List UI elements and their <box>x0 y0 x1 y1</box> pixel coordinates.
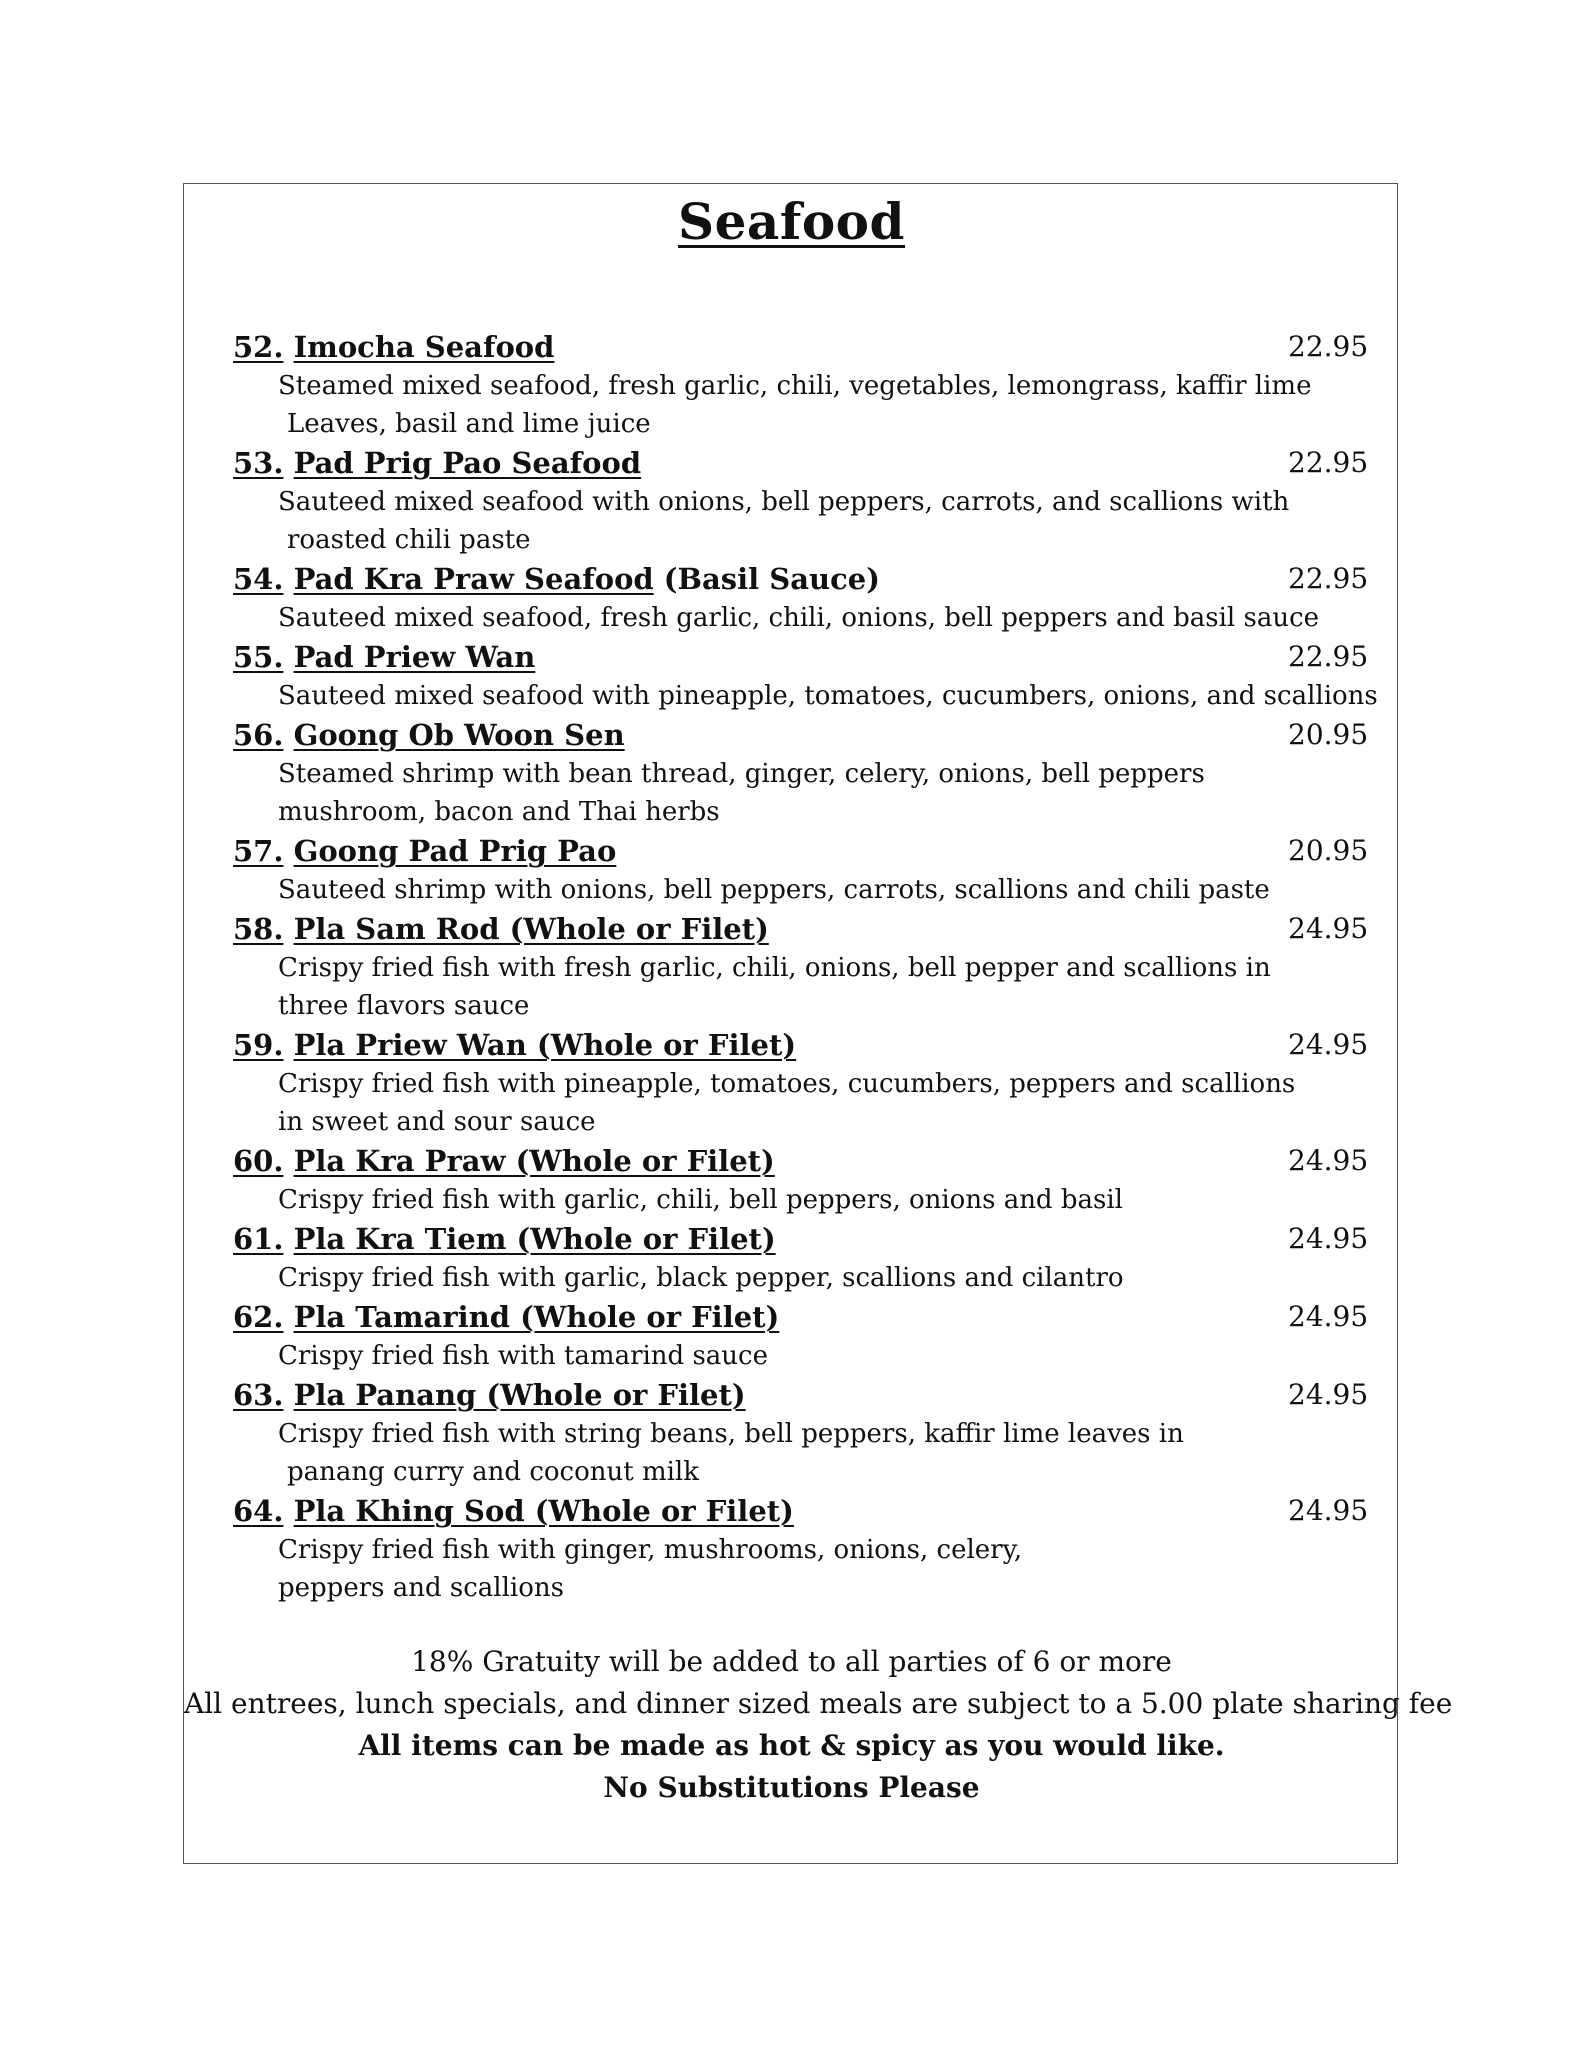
menu-item <box>233 715 1373 831</box>
substitutions-notice: No Substitutions Please <box>603 1771 980 1804</box>
item-name: Pla Priew Wan (Whole or Filet) <box>293 1028 797 1062</box>
item-header <box>233 909 1373 949</box>
menu-item <box>233 831 1373 909</box>
menu-item <box>233 1025 1373 1141</box>
item-description <box>233 1415 1373 1491</box>
item-description <box>233 1531 1373 1607</box>
item-price: 22.95 <box>1288 640 1369 673</box>
menu-item <box>233 1141 1373 1219</box>
item-header <box>233 637 1373 677</box>
menu-items <box>233 327 1378 1607</box>
item-price: 20.95 <box>1288 718 1369 751</box>
item-description-line1: Crispy fried fish with string beans, bell peppers, kaffir lime leaves in <box>278 1419 1184 1449</box>
item-description <box>233 677 1378 715</box>
item-description-line1: Crispy fried fish with ginger, mushrooms, onions, celery, <box>278 1535 1023 1565</box>
item-header <box>233 1297 1373 1337</box>
item-name: Pla Panang (Whole or Filet) <box>293 1378 746 1412</box>
menu-item <box>233 637 1378 715</box>
item-price: 22.95 <box>1288 562 1369 595</box>
item-description-line1: Steamed shrimp with bean thread, ginger, celery, onions, bell peppers <box>278 759 1205 789</box>
item-number: 53. <box>233 446 284 480</box>
item-price: 24.95 <box>1288 1144 1369 1177</box>
item-price: 24.95 <box>1288 1300 1369 1333</box>
item-price: 24.95 <box>1288 1222 1369 1255</box>
item-description <box>233 1065 1373 1141</box>
menu-item <box>233 327 1373 443</box>
item-description-line1: Crispy fried fish with garlic, black pepper, scallions and cilantro <box>278 1263 1124 1293</box>
menu-item <box>233 1375 1373 1491</box>
item-number: 52. <box>233 330 284 364</box>
item-description-line1: Sauteed mixed seafood with pineapple, tomatoes, cucumbers, onions, and scallions <box>278 681 1378 711</box>
item-header <box>233 715 1373 755</box>
item-description <box>233 599 1373 637</box>
item-number: 54. <box>233 562 284 596</box>
item-price: 24.95 <box>1288 912 1369 945</box>
item-name: Pla Khing Sod (Whole or Filet) <box>293 1494 794 1528</box>
item-description-line2: panang curry and coconut milk <box>287 1457 699 1487</box>
menu-item <box>233 559 1373 637</box>
page-title: Seafood <box>678 192 905 251</box>
item-header <box>233 831 1373 871</box>
menu-item <box>233 1219 1373 1297</box>
item-price: 22.95 <box>1288 446 1369 479</box>
item-description-line1: Crispy fried fish with tamarind sauce <box>278 1341 769 1371</box>
item-name: Goong Pad Prig Pao <box>293 834 617 868</box>
menu-item <box>233 1297 1373 1375</box>
item-name: Goong Ob Woon Sen <box>293 718 625 752</box>
item-description-line2: three flavors sauce <box>278 991 530 1021</box>
item-name: Pla Kra Tiem (Whole or Filet) <box>293 1222 776 1256</box>
item-number: 55. <box>233 640 284 674</box>
item-header <box>233 443 1373 483</box>
item-header <box>233 1141 1373 1181</box>
item-description <box>233 871 1373 909</box>
menu-item <box>233 1491 1373 1607</box>
spicy-notice: All items can be made as hot & spicy as you would like. <box>358 1729 1225 1762</box>
item-description <box>233 1337 1373 1375</box>
item-header <box>233 1025 1373 1065</box>
item-description <box>233 367 1373 443</box>
menu-frame <box>183 183 1453 1864</box>
item-description-line1: Crispy fried fish with pineapple, tomatoes, cucumbers, peppers and scallions <box>278 1069 1296 1099</box>
item-description-line2: mushroom, bacon and Thai herbs <box>278 797 720 827</box>
item-price: 24.95 <box>1288 1494 1369 1527</box>
menu-footer <box>184 1641 1453 1809</box>
item-price: 24.95 <box>1288 1378 1369 1411</box>
item-header <box>233 1491 1373 1531</box>
item-description-line1: Steamed mixed seafood, fresh garlic, chili, vegetables, lemongrass, kaffir lime <box>278 371 1312 401</box>
item-description <box>233 755 1373 831</box>
item-description-line2: peppers and scallions <box>278 1573 564 1603</box>
item-number: 60. <box>233 1144 284 1178</box>
item-name: Pla Sam Rod (Whole or Filet) <box>293 912 769 946</box>
item-number: 61. <box>233 1222 284 1256</box>
item-header <box>233 1219 1373 1259</box>
item-header <box>233 559 1373 599</box>
item-name: Pla Kra Praw (Whole or Filet) <box>293 1144 775 1178</box>
item-header <box>233 1375 1373 1415</box>
item-name: Pla Tamarind (Whole or Filet) <box>293 1300 780 1334</box>
item-name: Imocha Seafood <box>293 330 555 364</box>
item-number: 57. <box>233 834 284 868</box>
item-description-line1: Crispy fried fish with garlic, chili, bell peppers, onions and basil <box>278 1185 1123 1215</box>
item-name: Pad Kra Praw Seafood <box>293 562 654 596</box>
item-name: Pad Prig Pao Seafood <box>293 446 642 480</box>
item-description <box>233 1181 1373 1219</box>
gratuity-notice: 18% Gratuity will be added to all parties of 6 or more <box>411 1645 1172 1678</box>
item-description <box>233 1259 1373 1297</box>
item-description-line1: Sauteed mixed seafood, fresh garlic, chili, onions, bell peppers and basil sauce <box>278 603 1320 633</box>
item-description-line2: roasted chili paste <box>287 525 531 555</box>
item-description <box>233 949 1373 1025</box>
item-price: 22.95 <box>1288 330 1369 363</box>
item-description-line1: Sauteed mixed seafood with onions, bell peppers, carrots, and scallions with <box>278 487 1290 517</box>
item-description <box>233 483 1373 559</box>
menu-item <box>233 909 1373 1025</box>
item-number: 56. <box>233 718 284 752</box>
item-description-line2: in sweet and sour sauce <box>278 1107 596 1137</box>
item-extra: (Basil Sauce) <box>653 562 880 596</box>
item-description-line1: Crispy fried fish with fresh garlic, chili, onions, bell pepper and scallions in <box>278 953 1271 983</box>
item-price: 24.95 <box>1288 1028 1369 1061</box>
item-header <box>233 327 1373 367</box>
item-number: 63. <box>233 1378 284 1412</box>
item-number: 58. <box>233 912 284 946</box>
item-number: 59. <box>233 1028 284 1062</box>
sharing-fee-notice: All entrees, lunch specials, and dinner sized meals are subject to a 5.00 plate sharing fee <box>184 1687 1453 1720</box>
item-name: Pad Priew Wan <box>293 640 536 674</box>
item-number: 62. <box>233 1300 284 1334</box>
item-description-line2: Leaves, basil and lime juice <box>287 409 651 439</box>
item-price: 20.95 <box>1288 834 1369 867</box>
item-number: 64. <box>233 1494 284 1528</box>
item-description-line1: Sauteed shrimp with onions, bell peppers, carrots, scallions and chili paste <box>278 875 1270 905</box>
menu-item <box>233 443 1373 559</box>
